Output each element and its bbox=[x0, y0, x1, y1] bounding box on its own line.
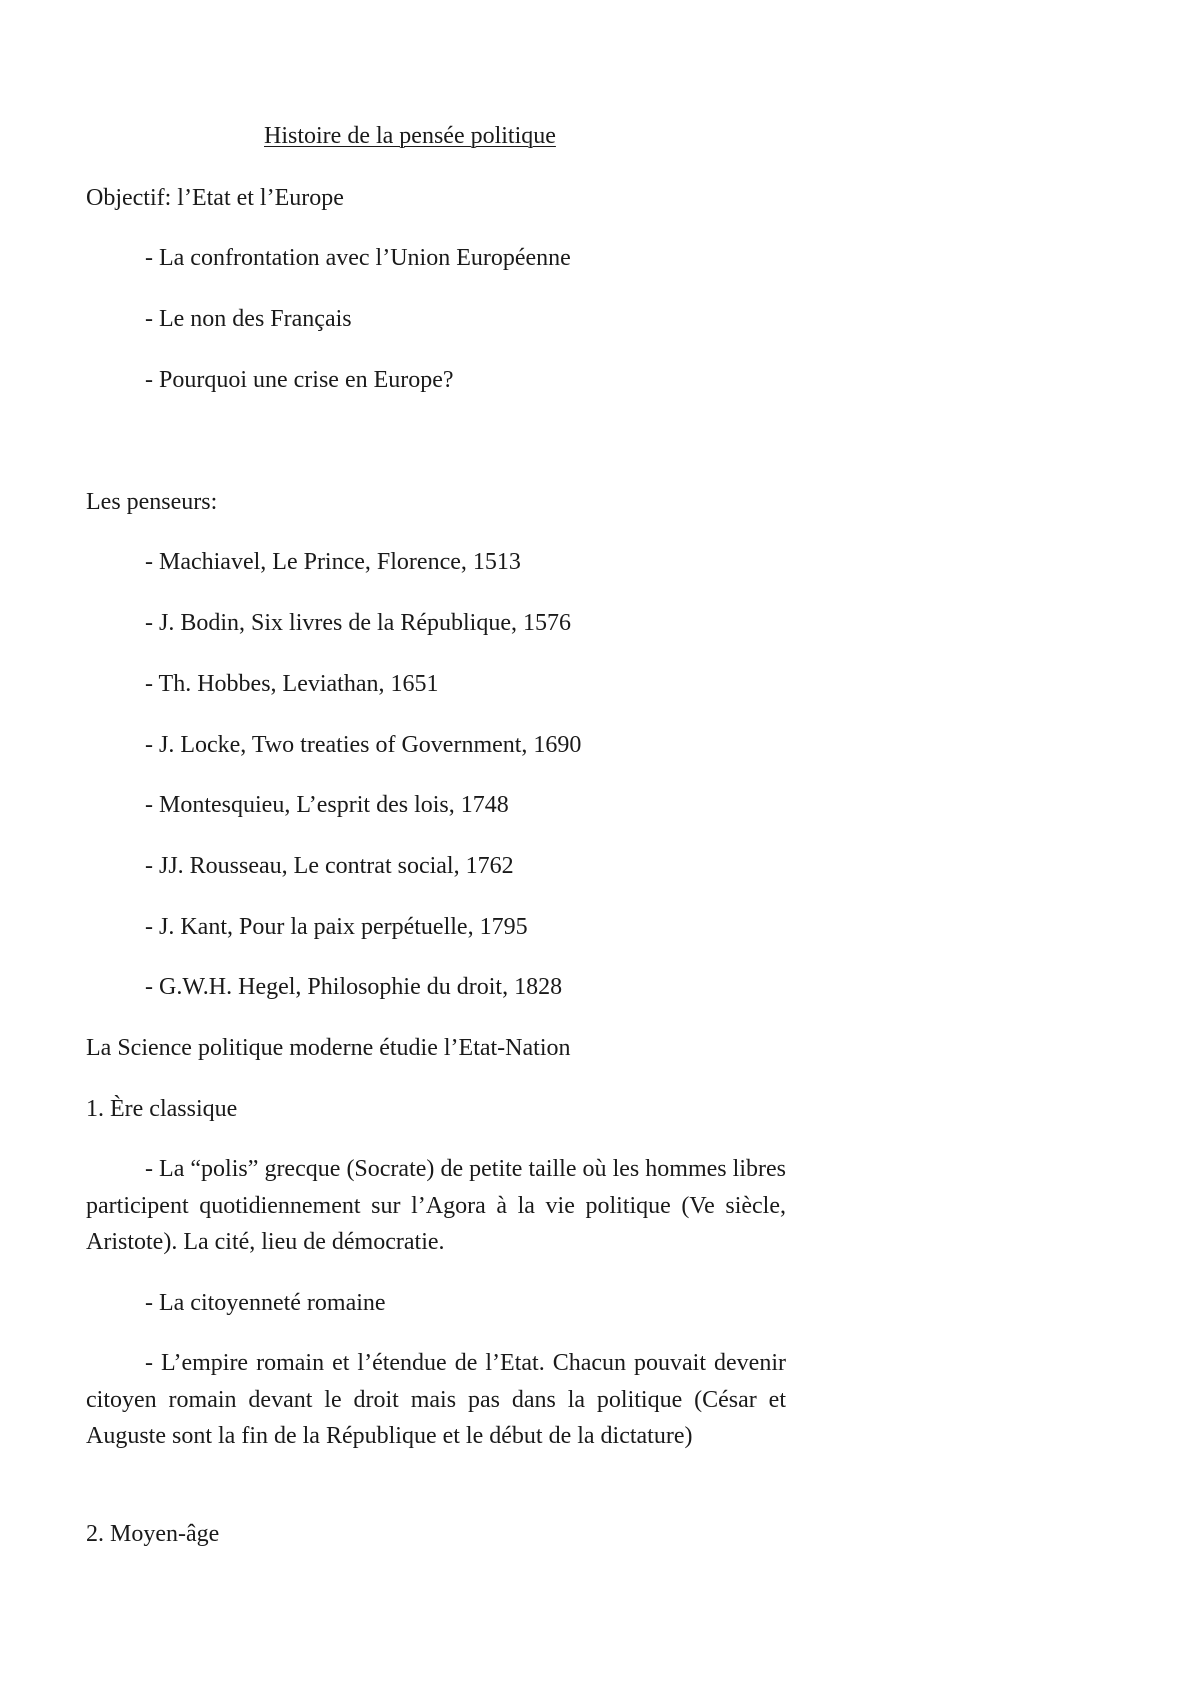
document-title: Histoire de la pensée politique bbox=[264, 123, 556, 149]
section-heading-middle-ages: 2. Moyen-âge bbox=[86, 1521, 220, 1547]
paragraph-roman-citizenship: - La citoyenneté romaine bbox=[145, 1290, 386, 1316]
thinker-item: - Th. Hobbes, Leviathan, 1651 bbox=[145, 671, 439, 697]
thinkers-heading: Les penseurs: bbox=[86, 489, 218, 515]
paragraph-roman-empire: - L’empire romain et l’étendue de l’Etat. Chacun pouvait devenir citoyen romain devant le droit mais pas dans la politique (César et Auguste sont la fin de la République et le début de la dictature) bbox=[86, 1350, 786, 1449]
thinker-item: - JJ. Rousseau, Le contrat social, 1762 bbox=[145, 853, 514, 879]
thinker-item: - J. Locke, Two treaties of Government, 1690 bbox=[145, 732, 582, 758]
objective-heading: Objectif: l’Etat et l’Europe bbox=[86, 185, 344, 211]
objective-item: - La confrontation avec l’Union Européenne bbox=[145, 245, 571, 271]
section-heading-classical: 1. Ère classique bbox=[86, 1096, 238, 1122]
science-statement: La Science politique moderne étudie l’Etat-Nation bbox=[86, 1035, 571, 1061]
thinker-item: - G.W.H. Hegel, Philosophie du droit, 1828 bbox=[145, 974, 563, 1000]
paragraph-polis: - La “polis” grecque (Socrate) de petite taille où les hommes libres participent quotidiennement sur l’Agora à la vie politique (Ve siècle, Aristote). La cité, lieu de démocratie. bbox=[86, 1156, 786, 1255]
objective-item: - Le non des Français bbox=[145, 306, 352, 332]
thinker-item: - Machiavel, Le Prince, Florence, 1513 bbox=[145, 549, 521, 575]
objective-item: - Pourquoi une crise en Europe? bbox=[145, 367, 454, 393]
thinker-item: - J. Bodin, Six livres de la République, 1576 bbox=[145, 610, 571, 636]
thinker-item: - J. Kant, Pour la paix perpétuelle, 1795 bbox=[145, 914, 528, 940]
thinker-item: - Montesquieu, L’esprit des lois, 1748 bbox=[145, 792, 509, 818]
